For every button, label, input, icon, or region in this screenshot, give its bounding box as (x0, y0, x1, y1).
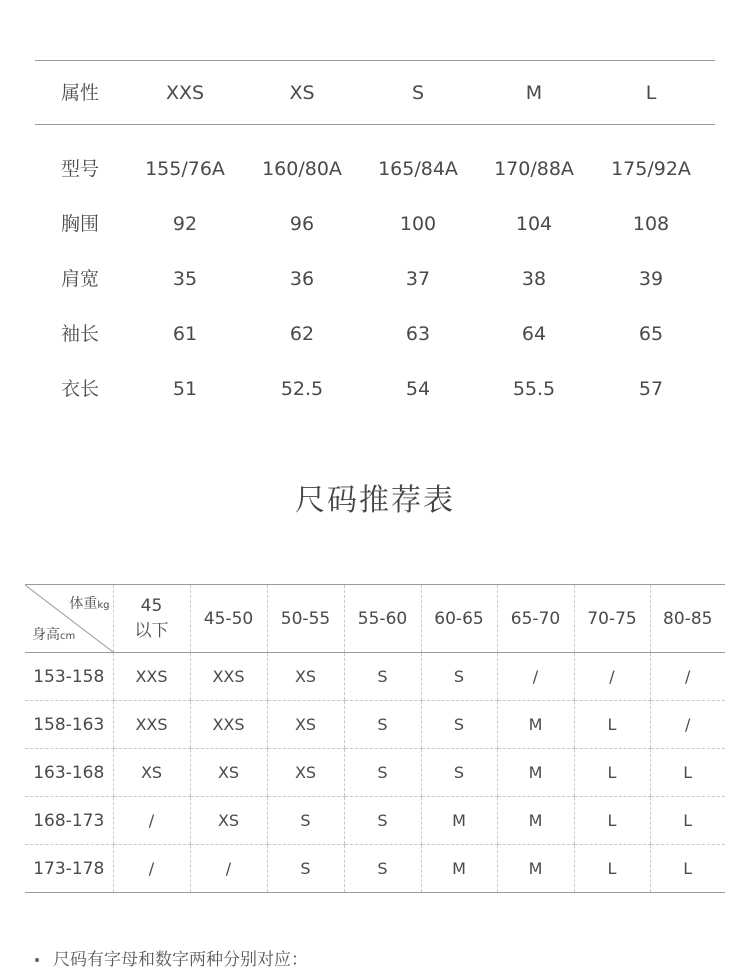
size-cell: S (267, 845, 344, 893)
size-cell: S (421, 749, 497, 797)
size-cell: / (650, 653, 725, 701)
size-cell: XXS (190, 701, 267, 749)
row-label: 衣长 (60, 378, 99, 400)
size-cell: L (574, 749, 650, 797)
spec-row-length (35, 374, 715, 404)
weight-col-header: 55-60 (344, 585, 421, 653)
size-cell: / (113, 845, 190, 893)
size-cell: S (421, 653, 497, 701)
spec-value: 165/84A (378, 158, 458, 180)
table-row (25, 653, 725, 701)
row-label: 型号 (60, 158, 99, 180)
size-cell: L (650, 845, 725, 893)
corner-weight: 体重kg (69, 596, 110, 612)
size-header-s: S (411, 82, 425, 104)
spec-row-shoulder (35, 264, 715, 294)
height-range: 168-173 (25, 797, 113, 845)
size-header-m: M (525, 82, 543, 104)
spec-value: 61 (172, 323, 198, 345)
weight-col-header: 70-75 (574, 585, 650, 653)
size-cell: / (113, 797, 190, 845)
size-cell: S (344, 701, 421, 749)
size-cell: L (574, 845, 650, 893)
recommend-table (25, 584, 725, 893)
size-cell: / (497, 653, 574, 701)
size-note (35, 945, 308, 970)
spec-value: 52.5 (280, 378, 324, 400)
weight-col-header: 45-50 (190, 585, 267, 653)
size-header-xxs: XXS (165, 82, 205, 104)
spec-value: 37 (405, 268, 431, 290)
size-cell: S (344, 749, 421, 797)
spec-value: 54 (405, 378, 431, 400)
height-range: 163-168 (25, 749, 113, 797)
spec-row-chest (35, 209, 715, 239)
size-cell: M (497, 845, 574, 893)
size-header-xs: XS (289, 82, 315, 104)
weight-col-header: 80-85 (650, 585, 725, 653)
spec-value: 92 (172, 213, 198, 235)
spec-value: 51 (172, 378, 198, 400)
spec-value: 170/88A (494, 158, 574, 180)
size-cell: M (421, 797, 497, 845)
size-cell: L (650, 797, 725, 845)
size-cell: M (497, 797, 574, 845)
size-cell: L (650, 749, 725, 797)
note-text: 尺码有字母和数字两种分别对应： (53, 950, 308, 970)
spec-value: 155/76A (145, 158, 225, 180)
size-cell: L (574, 797, 650, 845)
spec-value: 39 (638, 268, 664, 290)
spec-row-sleeve (35, 319, 715, 349)
spec-value: 65 (638, 323, 664, 345)
row-label: 胸围 (60, 213, 99, 235)
weight-col-header: 50-55 (267, 585, 344, 653)
size-cell: XS (190, 749, 267, 797)
spec-value: 160/80A (262, 158, 342, 180)
size-cell: XXS (113, 701, 190, 749)
spec-value: 55.5 (512, 378, 556, 400)
header-rule (35, 124, 715, 125)
weight-col-header: 45 以下 (113, 585, 190, 653)
size-cell: S (267, 797, 344, 845)
recommend-title: 尺码推荐表 (295, 483, 455, 518)
spec-value: 96 (289, 213, 315, 235)
weight-col-header: 65-70 (497, 585, 574, 653)
size-cell: XS (267, 749, 344, 797)
table-row (25, 701, 725, 749)
corner-cell (25, 585, 113, 653)
size-cell: M (497, 749, 574, 797)
size-cell: XXS (190, 653, 267, 701)
spec-value: 175/92A (611, 158, 691, 180)
size-cell: S (344, 797, 421, 845)
size-cell: XS (267, 653, 344, 701)
row-label: 肩宽 (60, 268, 99, 290)
size-cell: / (190, 845, 267, 893)
spec-value: 100 (399, 213, 437, 235)
bullet-icon (35, 958, 39, 962)
spec-value: 57 (638, 378, 664, 400)
spec-row-model (35, 154, 715, 184)
size-header-l: L (645, 82, 657, 104)
size-cell: M (497, 701, 574, 749)
spec-value: 104 (515, 213, 553, 235)
spec-value: 108 (632, 213, 670, 235)
size-cell: XS (267, 701, 344, 749)
size-cell: M (421, 845, 497, 893)
recommend-header-row (25, 585, 725, 653)
size-cell: S (344, 845, 421, 893)
size-cell: XS (190, 797, 267, 845)
size-cell: XS (113, 749, 190, 797)
height-range: 153-158 (25, 653, 113, 701)
size-cell: / (574, 653, 650, 701)
top-rule (35, 60, 715, 61)
size-cell: S (421, 701, 497, 749)
header-label: 属性 (60, 82, 99, 104)
weight-col-header: 60-65 (421, 585, 497, 653)
spec-value: 38 (521, 268, 547, 290)
height-range: 173-178 (33, 858, 105, 879)
size-cell: XXS (113, 653, 190, 701)
table-row (25, 749, 725, 797)
size-cell: L (574, 701, 650, 749)
size-cell: S (344, 653, 421, 701)
table-row (25, 845, 725, 893)
table-row (25, 797, 725, 845)
size-cell: / (650, 701, 725, 749)
spec-value: 36 (289, 268, 315, 290)
row-label: 袖长 (60, 323, 99, 345)
spec-value: 62 (289, 323, 315, 345)
spec-value: 35 (172, 268, 198, 290)
spec-value: 63 (405, 323, 431, 345)
corner-height: 身高cm (32, 627, 76, 643)
height-range: 158-163 (25, 701, 113, 749)
spec-value: 64 (521, 323, 547, 345)
